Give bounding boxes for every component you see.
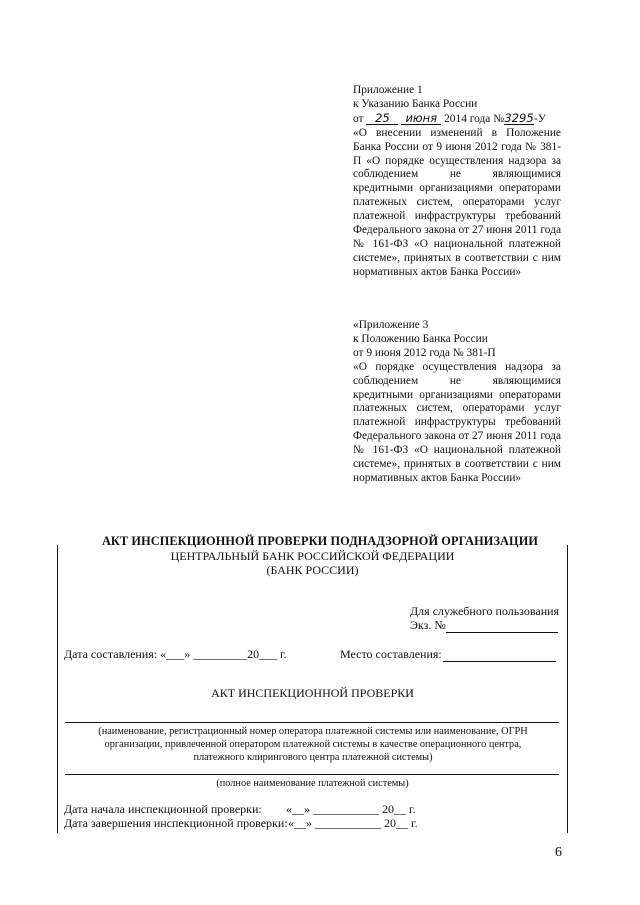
appendix-1-reference: к Указанию Банка России (353, 97, 478, 110)
appendix-1-date-line (353, 112, 561, 127)
inspection-end-label: Дата завершения инспекционной проверки: (64, 816, 288, 830)
payment-system-caption: (полное наименование платежной системы) (216, 778, 409, 789)
handwritten-day: 25 (366, 112, 398, 125)
organization-name-field (65, 722, 559, 723)
appendix-3-reference: к Положению Банка России (353, 332, 488, 345)
inspection-start-date: «__» ___________ 20__ г. (286, 802, 416, 816)
appendix-1-block (353, 84, 561, 280)
payment-system-name-field (65, 774, 559, 775)
appendix-1-heading: Приложение 1 (353, 84, 423, 96)
handwritten-month: июня (401, 112, 441, 125)
form-title: АКТ ИНСПЕКЦИОННОЙ ПРОВЕРКИ ПОДНАДЗОРНОЙ ОРГАНИЗАЦИИ (101, 534, 539, 548)
copy-number-label: Экз. № (410, 618, 446, 632)
date-prefix: от (353, 112, 364, 125)
inspection-start-label: Дата начала инспекционной проверки: (64, 802, 262, 816)
place-compiled-field (443, 661, 556, 662)
copy-number-field (446, 632, 558, 633)
official-use-label: Для служебного пользования (410, 604, 560, 618)
place-compiled-label: Место составления: (340, 647, 442, 661)
appendix-1-body: «О внесении изменений в Положение Банка России от 9 июня 2012 года № 381-П «О порядке осуществления надзора за соблюдением не являющимися кредитными организациями операторами платежных систем, операторами услуг платежной инфраструктуры требований Федерального закона от 27 июня 2011 года № 161-ФЗ «О национальной платежной системе», принятых в соответствии с ним нормативных актов Банка России» (353, 126, 561, 278)
act-heading: АКТ ИНСПЕКЦИОННОЙ ПРОВЕРКИ (211, 686, 414, 700)
inspection-end-date: «__» ___________ 20__ г. (288, 816, 418, 830)
appendix-3-date-line: от 9 июня 2012 года № 381-П (353, 346, 496, 359)
number-suffix: -У (534, 112, 546, 125)
appendix-3-block (353, 319, 561, 486)
date-compiled-field: Дата составления: «___» _________20___ г. (64, 647, 287, 661)
year-text: 2014 года № (444, 112, 505, 125)
page-number: 6 (555, 845, 562, 860)
appendix-3-heading: «Приложение 3 (353, 319, 429, 331)
bank-name: ЦЕНТРАЛЬНЫЙ БАНК РОССИЙСКОЙ ФЕДЕРАЦИИ (170, 549, 455, 563)
appendix-3-body: «О порядке осуществления надзора за соблюдением не являющимися кредитными организациями операторами платежных систем, операторами услуг платежной инфраструктуры требований Федерального закона от 27 июня 2011 года № 161-ФЗ «О национальной платежной системе», принятых в соответствии с ним нормативных актов Банка России» (353, 360, 561, 484)
handwritten-number: 3295 (504, 110, 534, 125)
bank-short-name: (БАНК РОССИИ) (266, 563, 359, 577)
form-box (57, 545, 568, 833)
organization-caption: (наименование, регистрационный номер оператора платежной системы или наименование, ОГРН организации, привлеченной оператором платежной системы в качестве операционного центра, платежного клирингового центра платежной системы) (98, 726, 528, 764)
